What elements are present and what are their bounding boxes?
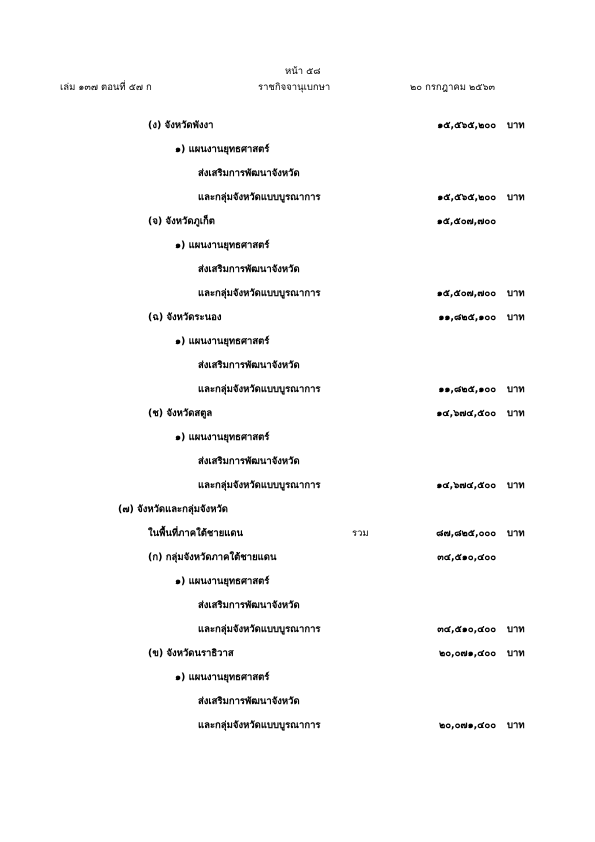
item-label: (ก) กลุ่มจังหวัดภาคใต้ชายแดน <box>148 552 277 563</box>
item-label: (ข) จังหวัดนราธิวาส <box>148 648 234 659</box>
publication-date: ๒๐ กรกฎาคม ๒๕๖๓ <box>410 82 496 93</box>
plan-line-3: และกลุ่มจังหวัดแบบบูรณาการ <box>198 720 321 731</box>
baht-unit: บาท <box>507 624 525 635</box>
section-heading: (๗) จังหวัดและกลุ่มจังหวัด <box>118 504 228 515</box>
item-label: (ช) จังหวัดสตูล <box>148 408 213 419</box>
plan-line-2: ส่งเสริมการพัฒนาจังหวัด <box>198 168 300 179</box>
section-heading-line-2: ในพื้นที่ภาคใต้ชายแดน <box>148 528 244 539</box>
plan-label: ๑) แผนงานยุทธศาสตร์ <box>175 576 270 587</box>
plan-label: ๑) แผนงานยุทธศาสตร์ <box>175 336 270 347</box>
plan-line-2: ส่งเสริมการพัฒนาจังหวัด <box>198 600 300 611</box>
baht-unit: บาท <box>507 288 525 299</box>
baht-unit: บาท <box>507 528 525 539</box>
page-number: หน้า ๕๘ <box>285 66 321 77</box>
plan-label: ๑) แผนงานยุทธศาสตร์ <box>175 432 270 443</box>
item-amount: ๑๕,๕๐๗,๗๐๐ <box>436 216 496 227</box>
baht-unit: บาท <box>507 720 525 731</box>
plan-line-3: และกลุ่มจังหวัดแบบบูรณาการ <box>198 192 321 203</box>
baht-unit: บาท <box>507 648 525 659</box>
plan-line-2: ส่งเสริมการพัฒนาจังหวัด <box>198 696 300 707</box>
plan-amount: ๑๑,๘๒๕,๑๐๐ <box>438 384 496 395</box>
item-amount: ๒๐,๐๗๑,๔๐๐ <box>438 648 496 659</box>
item-amount: ๑๑,๘๒๕,๑๐๐ <box>438 312 496 323</box>
item-amount: ๓๔,๕๑๐,๔๐๐ <box>437 552 496 563</box>
item-amount: ๑๔,๖๗๔,๕๐๐ <box>436 408 496 419</box>
plan-line-3: และกลุ่มจังหวัดแบบบูรณาการ <box>198 480 321 491</box>
baht-unit: บาท <box>507 312 525 323</box>
plan-line-2: ส่งเสริมการพัฒนาจังหวัด <box>198 360 300 371</box>
plan-line-2: ส่งเสริมการพัฒนาจังหวัด <box>198 456 300 467</box>
plan-line-3: และกลุ่มจังหวัดแบบบูรณาการ <box>198 288 321 299</box>
plan-amount: ๑๕,๕๐๗,๗๐๐ <box>436 288 496 299</box>
baht-unit: บาท <box>507 480 525 491</box>
plan-label: ๑) แผนงานยุทธศาสตร์ <box>175 240 270 251</box>
gazette-title: ราชกิจจานุเบกษา <box>258 82 331 93</box>
plan-line-3: และกลุ่มจังหวัดแบบบูรณาการ <box>198 384 321 395</box>
baht-unit: บาท <box>507 192 525 203</box>
plan-amount: ๑๕,๕๖๕,๒๐๐ <box>437 192 496 203</box>
plan-amount: ๒๐,๐๗๑,๔๐๐ <box>438 720 496 731</box>
total-label: รวม <box>352 528 369 539</box>
baht-unit: บาท <box>507 384 525 395</box>
item-amount: ๑๕,๕๖๕,๒๐๐ <box>437 120 496 131</box>
baht-unit: บาท <box>507 120 525 131</box>
section-total-amount: ๘๗,๘๒๕,๐๐๐ <box>436 528 496 539</box>
plan-label: ๑) แผนงานยุทธศาสตร์ <box>175 144 270 155</box>
volume-issue: เล่ม ๑๓๗ ตอนที่ ๕๗ ก <box>60 82 152 93</box>
plan-label: ๑) แผนงานยุทธศาสตร์ <box>175 672 270 683</box>
baht-unit: บาท <box>507 408 525 419</box>
plan-line-2: ส่งเสริมการพัฒนาจังหวัด <box>198 264 300 275</box>
item-label: (ฉ) จังหวัดระนอง <box>148 312 222 323</box>
plan-amount: ๑๔,๖๗๔,๕๐๐ <box>436 480 496 491</box>
plan-line-3: และกลุ่มจังหวัดแบบบูรณาการ <box>198 624 321 635</box>
plan-amount: ๓๔,๕๑๐,๔๐๐ <box>437 624 496 635</box>
item-label: (ง) จังหวัดพังงา <box>148 120 214 131</box>
item-label: (จ) จังหวัดภูเก็ต <box>148 216 215 227</box>
